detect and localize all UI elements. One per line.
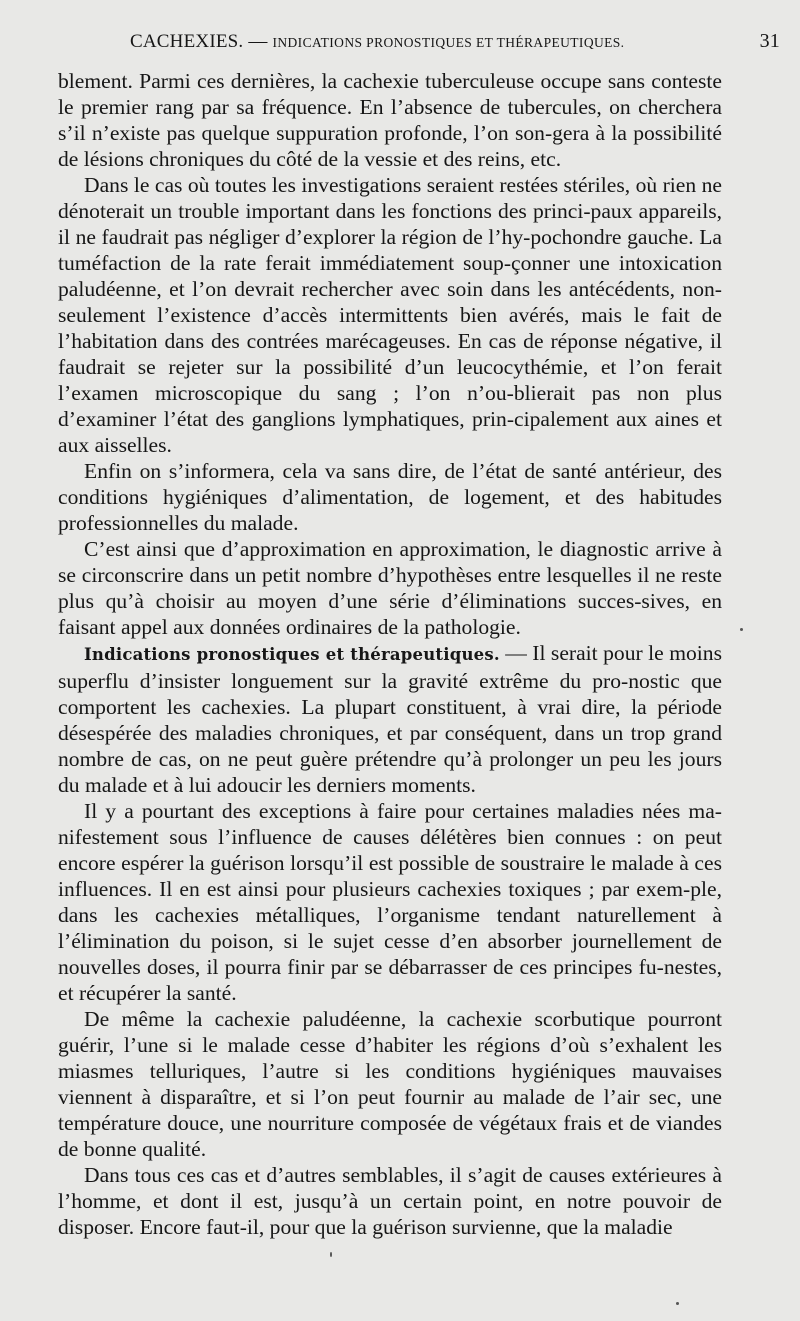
header-left xyxy=(130,31,624,53)
paragraph-hygiene: Enfin on s’informera, cela va sans dire, de l’état de santé antérieur, des conditions hygiéniques d’alimentation, de logement, et des habitudes professionnelles du malade. xyxy=(58,459,722,535)
running-header xyxy=(130,30,780,53)
paragraph-paludeenne: De même la cachexie paludéenne, la cachexie scorbutique pourront guérir, l’une si le malade cesse d’habiter les régions d’où s’exhalent les miasmes telluriques, l’autre si les conditions hygiéniques mauvaises viennent à disparaître, et si l’on peut fournir au malade de l’air sec, une température douce, une nourriture composée de végétaux frais et de viandes de bonne qualité. xyxy=(58,1007,722,1161)
paragraph-approximation: C’est ainsi que d’approximation en approximation, le diagnostic arrive à se circonscrire dans un petit nombre d’hypothèses entre lesquelles il ne reste plus qu’à choisir au moyen d’une série d’éliminations succes-sives, en faisant appel aux données ordinaires de la pathologie. xyxy=(58,537,722,639)
header-title: CACHEXIES. xyxy=(130,31,244,52)
paper-speck xyxy=(740,628,743,631)
header-subtitle: INDICATIONS PRONOSTIQUES ET THÉRAPEUTIQUES. xyxy=(272,35,625,50)
section-heading: Indications pronostiques et thérapeutiques. xyxy=(84,645,500,664)
paragraph-exceptions: Il y a pourtant des exceptions à faire pour certaines maladies nées ma-nifestement sous l’influence de causes délétères bien connues : on peut encore espérer la guérison lorsqu’il est possible de soustraire le malade à ces influences. Il en est ainsi pour plusieurs cachexies toxiques ; par exem-ple, dans les cachexies métalliques, l’organisme tendant naturellement à l’élimination du poison, si le sujet cesse d’en absorber journellement de nouvelles doses, il pourra finir par se débarrasser de ces principes fu-nestes, et récupérer la santé. xyxy=(58,799,722,1005)
paper-speck xyxy=(330,1252,332,1257)
paragraph-continuation: blement. Parmi ces dernières, la cachexie tuberculeuse occupe sans conteste le premier rang par sa fréquence. En l’absence de tubercules, on cherchera s’il n’existe pas quelque suppuration profonde, l’on son-gera à la possibilité de lésions chroniques du côté de la vessie et des reins, etc. xyxy=(58,69,722,171)
section-paragraph xyxy=(58,640,722,798)
section-text: — Il serait pour le moins superflu d’insister longuement sur la gravité extrême du pro-nostic que comportent les cachexies. La plupart constituent, à vrai dire, la période désespérée des maladies chroniques, et par conséquent, dans un trop grand nombre de cas, on ne peut guère prétendre qu’à prolonger un peu les jours du malade et à lui adoucir les derniers moments. xyxy=(58,641,722,797)
paper-speck xyxy=(676,1302,679,1305)
header-dash: — xyxy=(248,31,268,52)
page-body xyxy=(58,68,722,1240)
page-number: 31 xyxy=(759,30,780,52)
paragraph-causes-exterieures: Dans tous ces cas et d’autres semblables, il s’agit de causes extérieures à l’homme, et dont il est, jusqu’à un certain point, en notre pouvoir de disposer. Encore faut-il, pour que la guérison survienne, que la maladie xyxy=(58,1163,722,1239)
paragraph-investigations: Dans le cas où toutes les investigations seraient restées stériles, où rien ne dénoterait un trouble important dans les fonctions des princi-paux appareils, il ne faudrait pas négliger d’explorer la région de l’hy-pochondre gauche. La tuméfaction de la rate ferait immédiatement soup-çonner une intoxication paludéenne, et l’on devrait rechercher avec soin dans les antécédents, non-seulement l’existence d’accès intermittents bien avérés, mais le fait de l’habitation dans des contrées marécageuses. En cas de réponse négative, il faudrait se rejeter sur la possibilité d’un leucocythémie, et l’on ferait l’examen microscopique du sang ; l’on n’ou-blierait pas non plus d’examiner l’état des ganglions lymphatiques, prin-cipalement aux aines et aux aisselles. xyxy=(58,173,722,457)
